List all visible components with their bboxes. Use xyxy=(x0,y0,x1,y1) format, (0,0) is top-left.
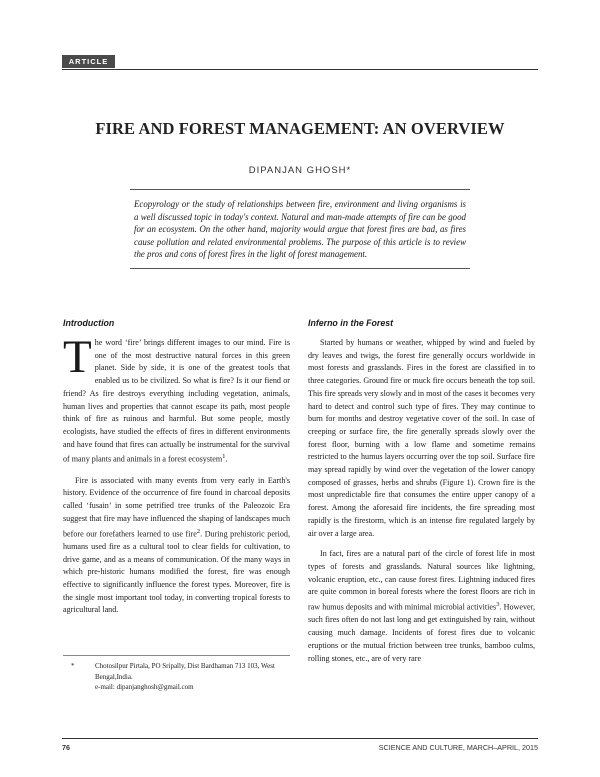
intro-paragraph-2-text: Fire is associated with many events from very early in Earth's history. Evidence of the occurrence of fire found in charcoal deposits called ‘fusain’ in some petrified tree trunks of the Paleozoic Era suggest that fire may have influenced the shaping of landscapes much before our forefathers learned to use fire xyxy=(63,475,290,539)
inferno-heading: Inferno in the Forest xyxy=(308,318,394,328)
intro-paragraph-1-end: . xyxy=(225,455,228,465)
abstract-top-rule xyxy=(130,189,470,190)
footer-rule xyxy=(62,738,538,739)
article-section-badge: ARTICLE xyxy=(62,55,115,68)
left-column xyxy=(63,318,290,625)
intro-paragraph-2-rest: . During prehistoric period, humans used fire as a cultural tool to clear fields for cultivation, to drive game, and as a means of communication. Of the many ways in which pre-historic humans modified the forest, fire was enough effective to significantly influence the forest types. Moreover, fire is the single most important tool today, in converting tropical forests to agricultural land. xyxy=(63,529,290,615)
article-title: FIRE AND FOREST MANAGEMENT: AN OVERVIEW xyxy=(95,119,505,138)
page-number: 76 xyxy=(62,743,70,752)
journal-name: SCIENCE AND CULTURE, MARCH–APRIL, 2015 xyxy=(378,743,538,752)
drop-cap: T xyxy=(63,331,92,383)
abstract-bottom-rule xyxy=(130,268,470,269)
footnote-email: e-mail: dipanjanghosh@gmail.com xyxy=(95,683,194,691)
right-column xyxy=(308,318,535,673)
inferno-paragraph-2-text: In fact, fires are a natural part of the circle of forest life in most types of forests and grasslands. Natural sources like lightning, volcanic eruption, etc., can cause forest fires. Lightning induced fires are quite common in boreal forests where the forest floors are rich in raw humus deposits and with minimal microbial activities xyxy=(308,549,535,612)
intro-paragraph-1-text: he word ‘fire’ brings different images to our mind. Fire is one of the most destructive natural forces in this green planet. Side by side, it is one of the greatest tools that enabled us to be civilized. So what is fire? Is it our fiend or friend? As fire destroys everything including vegetation, animals, human lives and properties that cannot escape its path, most people think of fire as ruinous and harmful. But some people, mostly ecologists, have studied the effects of fires in different environments and have found that fires can actually be instrumental for the survival of many plants and animals in a forest ecosystem xyxy=(63,338,290,465)
header-rule xyxy=(62,69,538,70)
author-footnote xyxy=(63,661,290,693)
footnote-mark: * xyxy=(71,662,75,670)
intro-paragraph-2 xyxy=(63,475,290,617)
footnote-rule xyxy=(63,655,290,656)
inferno-paragraph-1: Started by humans or weather, whipped by wind and fueled by dry leaves and twigs, the forest fire generally occurs worldwide in most forests and grasslands. Fires in the forest are classified in to three categories. Ground fire or muck fire occurs beneath the top soil. This fire spreads very slowly and in most of the cases it becomes very hard to detect and control such type of fires. They may continue to burn for months and destroy vegetative cover of the soil. In case of creeping or surface fire, the fire generally spreads slowly over the forest floor, burning with a low flame and sometime remains restricted to the humus layers occurring over the top soil. Surface fire may spread rapidly by wind over the vegetation of the lower canopy composed of grasses, herbs and shrubs (Figure 1). Crown fire is the most unpredictable fire that consumes the entire upper canopy of a forest. Among the aforesaid fire incidents, the fire spreading most rapidly is the firestorm, which is an intense fire regulated largely by air over a large area. xyxy=(308,338,535,538)
introduction-heading: Introduction xyxy=(63,318,115,328)
intro-paragraph-1 xyxy=(63,331,290,467)
footnote-address: Chotosilpur Pirtala, PO Sripally, Dist Bardhaman 713 103, West Bengal,India. xyxy=(95,662,275,681)
inferno-paragraph-2-rest: . However, such fires often do not last long and get extinguished by rain, without causing much damage. Incidents of forest fires due to volcanic eruptions or the mutual friction between tree trunks, bamboo culms, rolling stones, etc., are of very rare xyxy=(308,602,535,663)
citation-ref: 2 xyxy=(196,527,201,535)
author-name: DIPANJAN GHOSH* xyxy=(248,165,352,176)
citation-ref: 3 xyxy=(496,601,500,609)
inferno-paragraph-2 xyxy=(308,548,535,665)
citation-ref: 1 xyxy=(222,453,226,461)
abstract: Ecopyrology or the study of relationships between fire, environment and living organisms is a well discussed topic in today's context. Natural and man-made attempts of fire can be good for an ecosystem. On the other hand, majority would argue that forest fires are bad, as fires cause pollution and related environmental problems. The purpose of this article is to review the pros and cons of forest fires in the light of forest management. xyxy=(134,199,466,260)
